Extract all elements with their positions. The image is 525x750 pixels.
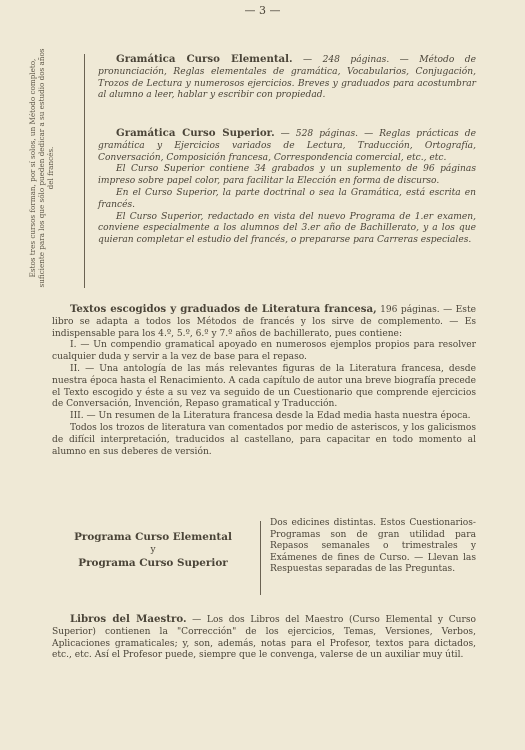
textos-closing: Todos los trozos de literatura van comentados por medio de asteriscos, y los galicismos de difícil interpretación, traducidos al castellano, para capacitar en todo momento al alumno en sus deberes de versión. — [52, 422, 476, 457]
section-maestro — [52, 614, 476, 662]
superior-p2: El Curso Superior contiene 34 grabados y un suplemento de 96 páginas impreso sobre papel color, para facilitar la Elección en forma de discurso. — [98, 164, 476, 187]
superior-p3: En el Curso Superior, la parte doctrinal o sea la Gramática, está escrita en francés. — [98, 187, 476, 210]
superior-body: — 528 páginas. — Reglas prácticas de gramática y Ejercicios variados de Lectura, Traducción, Ortografía, Conversación, Composición francesa, Correspondencia comercial, etc., etc. — [98, 129, 476, 163]
superior-title: Gramática Curso Superior. — [116, 127, 275, 139]
margin-note-text: Estos tres cursos forman, por sí solos, un Método completo, suficiente para los que sólo pueden dedicar a su estudio dos años del francés. — [28, 48, 56, 288]
textos-item-ii: II. — Una antología de las más relevantes figuras de la Literatura francesa, desde nuestra época hasta el Renacimiento. A cada capítulo de autor una breve biografía precede el Texto escogido y éste a su vez va seguido de un Cuestionario que comprende ejercicios de Conversación, Invención, Repaso gramatical y Traducción. — [52, 363, 476, 410]
textos-item-iii: III. — Un resumen de la Literatura francesa desde la Edad media hasta nuestra época. — [70, 411, 471, 422]
textos-title: Textos escogidos y graduados de Literatura francesa, — [70, 303, 377, 315]
elemental-title: Gramática Curso Elemental. — [116, 53, 293, 65]
elemental-body: — 248 páginas. — Método de pronunciación, Reglas elementales de gramática, Vocabularios, Conjugación, Trozos de Lectura y numerosos ejercicios. Breves y graduados para acostumbrar al alumno a leer, hablar y escribir con propiedad. — [98, 55, 476, 101]
maestro-body: — Los dos Libros del Maestro (Curso Elemental y Curso Superior) contienen la "Corrección" de los ejercicios, Temas, Versiones, Verbos, Aplicaciones gramaticales; y, son, además, notas para el Profesor, textos para dictados, etc., etc. Así el Profesor puede, siempre que le convenga, valerse de un auxiliar muy útil. — [52, 615, 476, 661]
programa-and: y — [150, 545, 156, 555]
page-number: — 3 — — [244, 4, 281, 17]
maestro-title: Libros del Maestro. — [70, 613, 187, 625]
textos-intro: 196 páginas. — Este libro se adapta a todos los Métodos de francés y los sirve de complemento. — Es indispensable para los 4.º, 5.º, 6.º y 7.º años de bachillerato, pues contiene: — [52, 305, 476, 339]
section-elemental — [98, 54, 476, 102]
margin-note — [28, 48, 76, 288]
section-textos — [52, 304, 476, 458]
section-superior — [98, 128, 476, 247]
programa-brace — [260, 521, 267, 595]
programa-titles — [48, 530, 258, 570]
margin-bracket — [84, 54, 91, 288]
programa-description: Dos edicines distintas. Estos Cuestionarios-Programas son de gran utilidad para Repasos semanales o trimestrales y Exámenes de fines de Curso. — Llevan las Respuestas separadas de las Preguntas. — [270, 518, 476, 575]
programa-superior-title: Programa Curso Superior — [78, 557, 228, 569]
superior-p4: El Curso Superior, redactado en vista del nuevo Programa de 1.er examen, conviene especialmente a los alumnos del 3.er año de Bachillerato, y a los que quieran completar el estudio del francés, o prepararse para Carreras especiales. — [98, 211, 476, 246]
textos-item-i: I. — Un compendio gramatical apoyado en numerosos ejemplos propios para resolver cualquier duda y servir a la vez de base para el repaso. — [52, 340, 476, 363]
programa-elemental-title: Programa Curso Elemental — [74, 531, 232, 543]
